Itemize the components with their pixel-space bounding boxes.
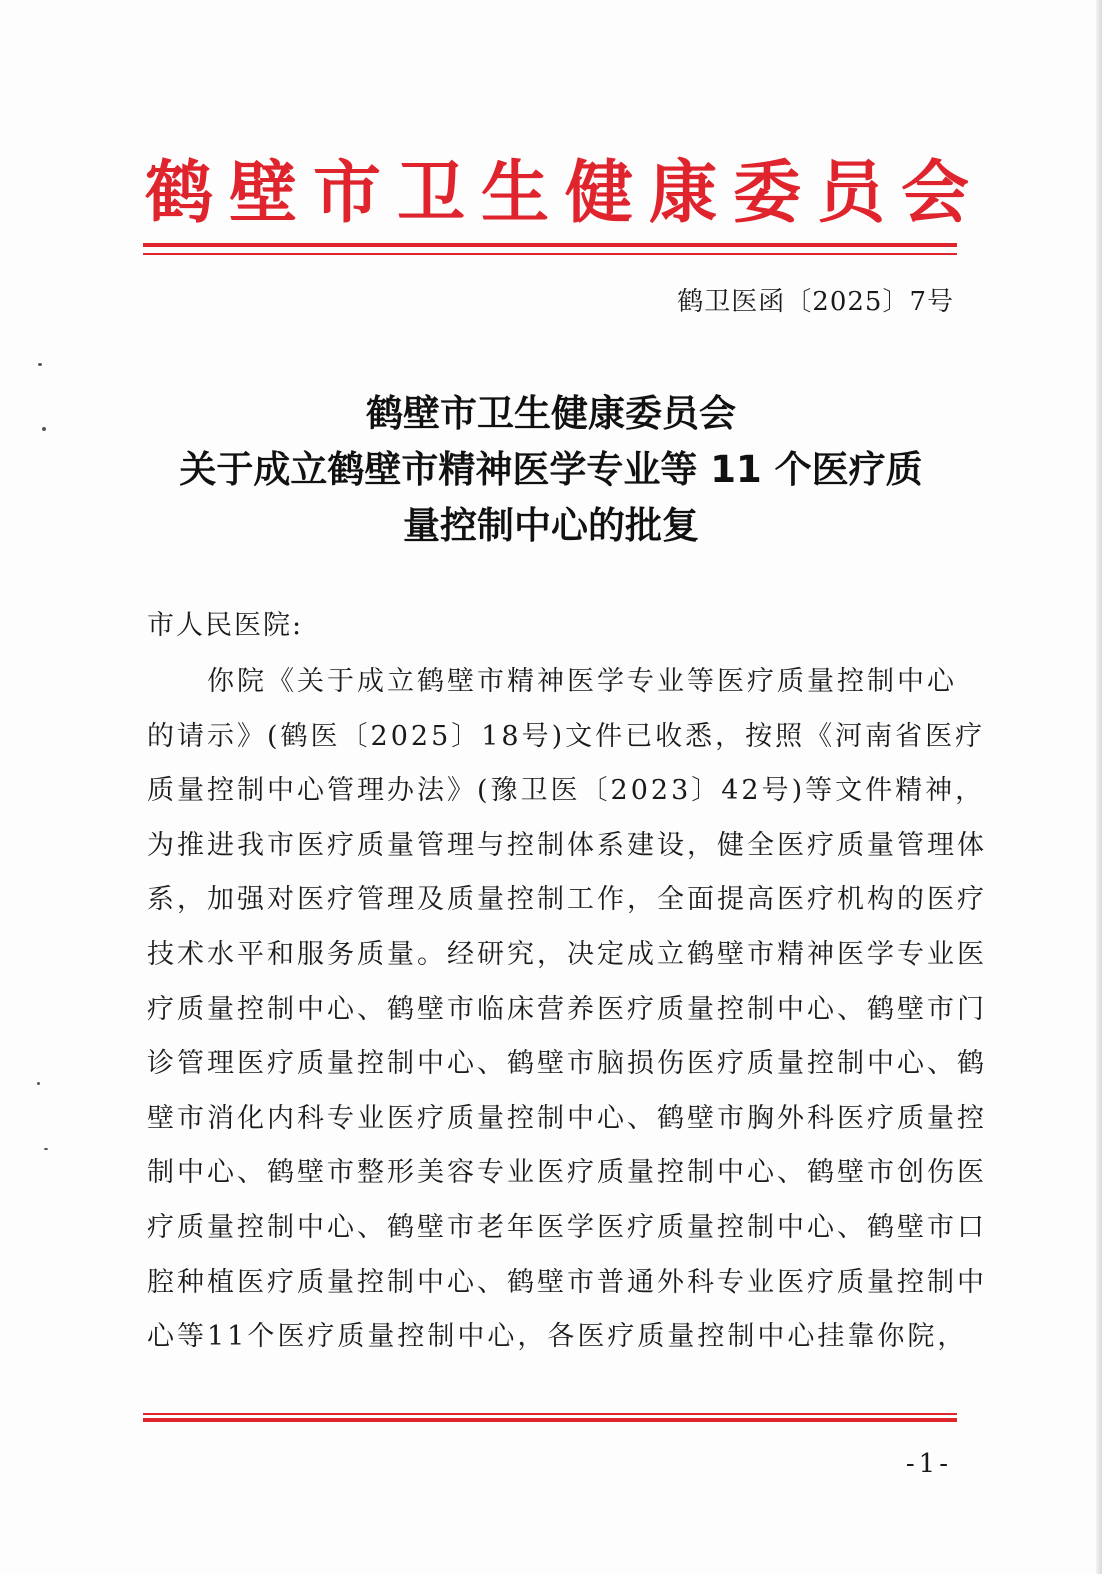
body-line: 制中心、鹤壁市整形美容专业医疗质量控制中心、鹤壁市创伤医 bbox=[147, 1157, 987, 1189]
header-rule-thick bbox=[143, 243, 957, 247]
page-edge-shadow bbox=[1096, 0, 1102, 1574]
title-line: 鹤壁市卫生健康委员会 bbox=[366, 392, 736, 435]
title-line: 量控制中心的批复 bbox=[403, 504, 699, 547]
body-line: 腔种植医疗质量控制中心、鹤壁市普通外科专业医疗质量控制中 bbox=[147, 1266, 987, 1298]
body-text bbox=[147, 655, 987, 1365]
scan-speck bbox=[44, 1148, 48, 1150]
document-number: 鹤卫医函〔2025〕7号 bbox=[677, 287, 954, 317]
body-line: 的请示》(鹤医〔2025〕18号)文件已收悉，按照《河南省医疗 bbox=[147, 720, 986, 752]
body-line: 诊管理医疗质量控制中心、鹤壁市脑损伤医疗质量控制中心、鹤 bbox=[147, 1048, 987, 1080]
body-line: 为推进我市医疗质量管理与控制体系建设，健全医疗质量管理体 bbox=[147, 829, 987, 861]
issuer-header: 鹤壁市卫生健康委员会 bbox=[145, 154, 986, 233]
title-line: 关于成立鹤壁市精神医学专业等 11 个医疗质 bbox=[179, 448, 923, 491]
salutation: 市人民医院: bbox=[147, 610, 304, 641]
body-line: 疗质量控制中心、鹤壁市临床营养医疗质量控制中心、鹤壁市门 bbox=[147, 993, 987, 1025]
footer-rule-thin bbox=[143, 1413, 957, 1415]
body-line: 壁市消化内科专业医疗质量控制中心、鹤壁市胸外科医疗质量控 bbox=[147, 1102, 987, 1134]
document-title bbox=[120, 386, 982, 554]
scan-speck bbox=[38, 363, 42, 366]
body-line: 你院《关于成立鹤壁市精神医学专业等医疗质量控制中心 bbox=[147, 666, 957, 697]
header-rule-thin bbox=[143, 253, 957, 255]
scan-speck bbox=[37, 1082, 40, 1085]
body-line: 技术水平和服务质量。经研究，决定成立鹤壁市精神医学专业医 bbox=[147, 938, 987, 970]
body-line: 心等11个医疗质量控制中心，各医疗质量控制中心挂靠你院， bbox=[147, 1321, 968, 1353]
footer-rule-thick bbox=[143, 1418, 957, 1422]
scan-speck bbox=[42, 427, 46, 431]
body-line: 系，加强对医疗管理及质量控制工作，全面提高医疗机构的医疗 bbox=[147, 884, 987, 916]
page-number: -1- bbox=[905, 1449, 952, 1479]
body-line: 质量控制中心管理办法》(豫卫医〔2023〕42号)等文件精神， bbox=[147, 775, 986, 807]
body-line: 疗质量控制中心、鹤壁市老年医学医疗质量控制中心、鹤壁市口 bbox=[147, 1211, 987, 1243]
